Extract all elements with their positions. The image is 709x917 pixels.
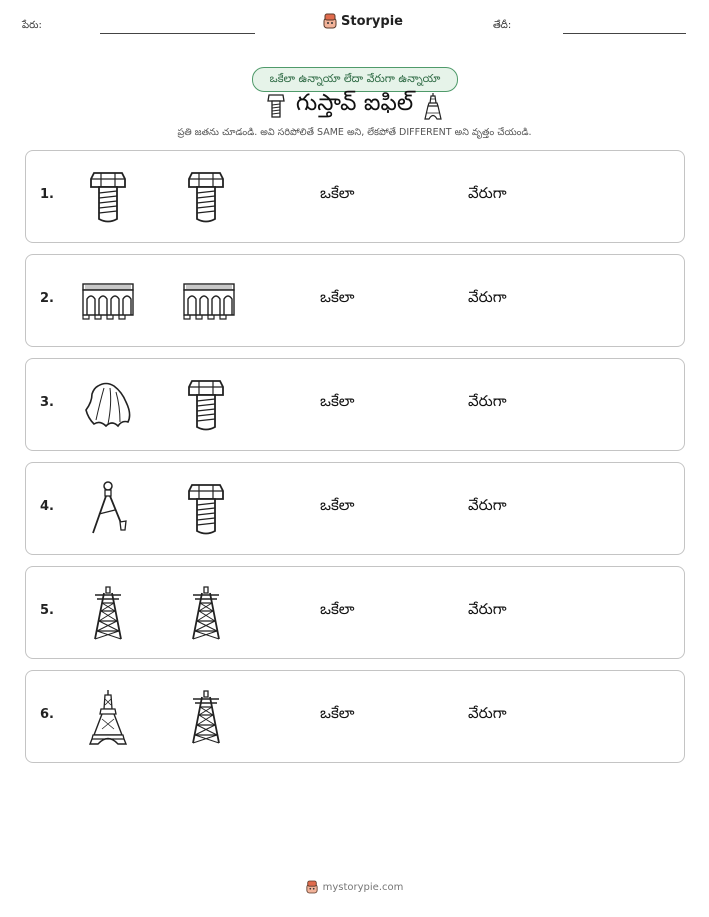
title-row — [0, 90, 709, 122]
bolt-icon — [178, 168, 234, 226]
different-option[interactable]: వేరుగా — [468, 288, 507, 306]
question-row-2 — [25, 254, 685, 347]
same-option[interactable]: ఒకేలా — [320, 704, 355, 722]
question-number: 3. — [40, 395, 54, 410]
eiffel-tower-icon — [80, 688, 136, 746]
footer — [0, 880, 709, 894]
lattice-tower-icon — [80, 584, 136, 642]
lattice-tower-icon — [178, 688, 234, 746]
different-option[interactable]: వేరుగా — [468, 704, 507, 722]
same-option[interactable]: ఒకేలా — [320, 184, 355, 202]
date-label: తేదీ: — [493, 20, 512, 31]
same-option[interactable]: ఒకేలా — [320, 496, 355, 514]
bolt-icon — [178, 480, 234, 538]
footer-url: mystorypie.com — [322, 881, 404, 893]
bolt-icon — [80, 168, 136, 226]
question-row-5 — [25, 566, 685, 659]
eiffel-tower-icon — [423, 92, 443, 120]
different-option[interactable]: వేరుగా — [468, 184, 507, 202]
drape-cloth-icon — [80, 376, 136, 434]
worksheet-type-badge: ఒకేలా ఉన్నాయా లేదా వేరుగా ఉన్నాయా — [252, 67, 458, 92]
viaduct-icon — [80, 272, 136, 330]
different-option[interactable]: వేరుగా — [468, 392, 507, 410]
compass-icon — [80, 480, 136, 538]
same-option[interactable]: ఒకేలా — [320, 392, 355, 410]
question-number: 2. — [40, 291, 54, 306]
instructions-text: ప్రతి జతను చూడండి. అవి సరిపోలితే SAME అని, లేకపోతే DIFFERENT అని వృత్తం చేయండి. — [177, 127, 532, 138]
question-number: 5. — [40, 603, 54, 618]
viaduct-icon — [181, 272, 237, 330]
storypie-mascot-icon — [323, 13, 337, 29]
name-label: పేరు: — [22, 20, 42, 31]
different-option[interactable]: వేరుగా — [468, 496, 507, 514]
question-row-3 — [25, 358, 685, 451]
lattice-tower-icon — [178, 584, 234, 642]
question-number: 4. — [40, 499, 54, 514]
bolt-icon — [266, 93, 286, 119]
question-number: 1. — [40, 187, 54, 202]
bolt-icon — [178, 376, 234, 434]
date-line[interactable] — [563, 33, 686, 34]
brand-logo — [323, 13, 403, 29]
storypie-mascot-icon — [306, 880, 318, 894]
brand-name: Storypie — [341, 13, 403, 29]
question-row-6 — [25, 670, 685, 763]
question-number: 6. — [40, 707, 54, 722]
question-row-4 — [25, 462, 685, 555]
different-option[interactable]: వేరుగా — [468, 600, 507, 618]
page-title: గుస్తావ్ ఐఫిల్ — [295, 90, 414, 116]
name-line[interactable] — [100, 33, 255, 34]
same-option[interactable]: ఒకేలా — [320, 600, 355, 618]
same-option[interactable]: ఒకేలా — [320, 288, 355, 306]
question-row-1 — [25, 150, 685, 243]
